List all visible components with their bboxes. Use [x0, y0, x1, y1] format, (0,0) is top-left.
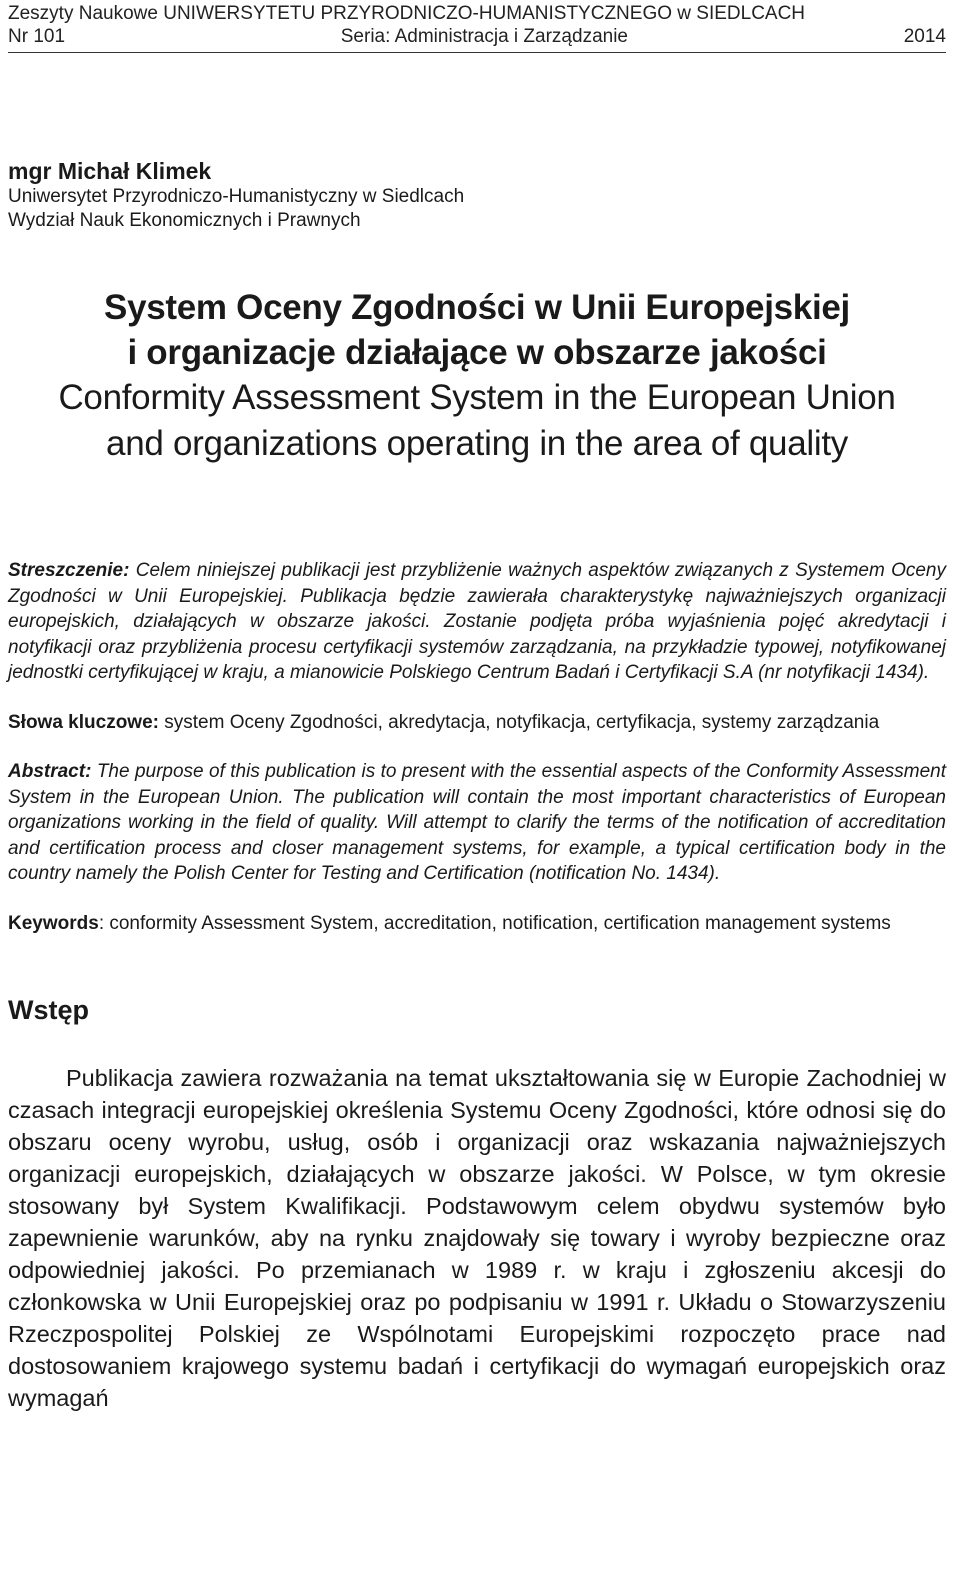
author-block	[8, 157, 946, 233]
abstract-paragraph	[8, 759, 946, 887]
issue-line	[8, 25, 946, 48]
keywords-paragraph	[8, 911, 946, 937]
keywords-text: : conformity Assessment System, accreditation, notification, certification management systems	[98, 912, 891, 934]
title-en-line-1: Conformity Assessment System in the European Union	[58, 378, 896, 417]
abstract-text: The purpose of this publication is to present with the essential aspects of the Conformity Assessment System in the European Union. The publication will contain the most important characteristics of European organizations working in the field of quality. Will attempt to clarify the terms of the notification of accreditation and certification process and closer management systems, for example, a typical certification body in the country namely the Polish Center for Testing and Certification (notification No. 1434).	[8, 761, 946, 884]
section-heading-wstep: Wstęp	[8, 995, 89, 1025]
title-en-line-2: and organizations operating in the area of quality	[106, 424, 848, 463]
slowa-kluczowe-paragraph	[8, 710, 946, 736]
abstract-label: Abstract:	[8, 761, 92, 782]
article-title	[8, 285, 946, 467]
slowa-kluczowe-text: system Oceny Zgodności, akredytacja, notyfikacja, certyfikacja, systemy zarządzania	[164, 711, 880, 733]
affiliation-university: Uniwersytet Przyrodniczo-Humanistyczny w Siedlcach	[8, 186, 465, 207]
header-rule	[8, 52, 946, 53]
author-name: mgr Michał Klimek	[8, 158, 212, 184]
wstep-paragraph: Publikacja zawiera rozważania na temat ukształtowania się w Europie Zachodniej w czasach integracji europejskiej określenia Systemu Oceny Zgodności, które odnosi się do obszaru oceny wyrobu, usług, osób i organizacji oraz wskazania najważniejszych organizacji europejskich, działających w obszarze jakości. W Polsce, w tym okresie stosowany był System Kwalifikacji. Podstawowym celem obydwu systemów było zapewnienie warunków, aby na rynku znajdowały się towary i wyroby bezpieczne oraz odpowiedniej jakości. Po przemianach w 1989 r. w kraju i zgłoszeniu akcesji do członkowska w Unii Europejskiej oraz po podpisaniu w 1991 r. Układu o Stowarzyszeniu Rzeczpospolitej Polskiej ze Wspólnotami Europejskimi rozpoczęto prace nad dostosowaniem krajowego systemu badań i certyfikacji do wymagań europejskich oraz wymagań	[8, 1065, 946, 1411]
title-pl-line-2: i organizacje działające w obszarze jakości	[127, 333, 827, 372]
running-header	[8, 2, 946, 53]
title-pl-line-1: System Oceny Zgodności w Unii Europejskiej	[104, 288, 850, 327]
series-name: Seria: Administracja i Zarządzanie	[340, 26, 628, 47]
journal-name: Zeszyty Naukowe UNIWERSYTETU PRZYRODNICZO-HUMANISTYCZNEGO w SIEDLCACH	[8, 3, 806, 24]
issue-number: Nr 101	[8, 26, 66, 47]
affiliation-faculty: Wydział Nauk Ekonomicznych i Prawnych	[8, 210, 361, 231]
keywords-label: Keywords	[8, 912, 99, 934]
streszczenie-label: Streszczenie:	[8, 560, 130, 581]
streszczenie-text: Celem niniejszej publikacji jest przybliżenie ważnych aspektów związanych z Systemem Oceny Zgodności w Unii Europejskiej. Publikacja będzie zawierała charakterystykę najważniejszych organizacji europejskich, działających w obszarze jakości. Zostanie podjęta próba wyjaśnienia pojęć akredytacji i notyfikacji oraz przybliżenia procesu certyfikacji systemów zarządzania, na przykładzie typowej, notyfikowanej jednostki certyfikującej w kraju, a mianowicie Polskiego Centrum Badań i Certyfikacji S.A (nr notyfikacji 1434).	[8, 560, 946, 683]
publication-year: 2014	[903, 26, 946, 47]
slowa-kluczowe-label: Słowa kluczowe:	[8, 711, 159, 733]
document-page	[8, 0, 946, 1414]
streszczenie-paragraph	[8, 558, 946, 686]
